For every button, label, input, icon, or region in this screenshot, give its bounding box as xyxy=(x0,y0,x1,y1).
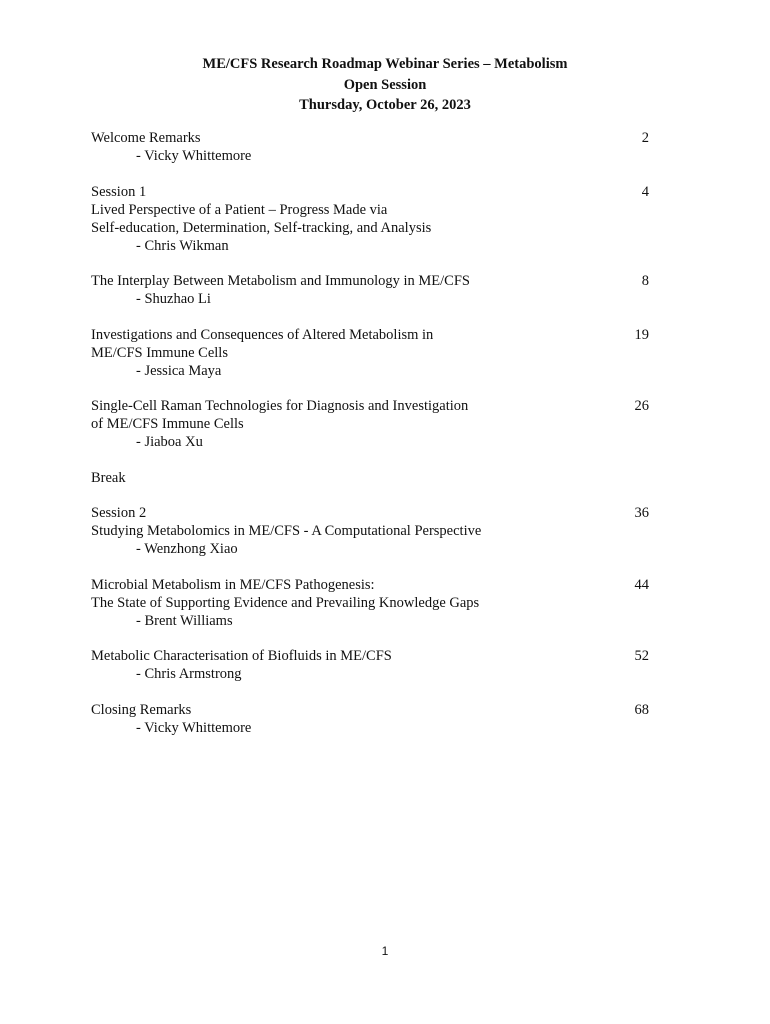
toc-entry-title-line: Studying Metabolomics in ME/CFS - A Computational Perspective xyxy=(91,523,482,539)
toc-entry-title-line: The Interplay Between Metabolism and Immunology in ME/CFS xyxy=(91,273,470,289)
toc-entry-speaker: - Chris Armstrong xyxy=(136,666,242,682)
toc-entry-title-line: Break xyxy=(91,469,126,486)
toc-entry xyxy=(91,397,651,451)
toc-entry-title-line: Microbial Metabolism in ME/CFS Pathogenesis: xyxy=(91,576,375,593)
toc-entry-page-number: 19 xyxy=(634,326,649,343)
toc-entry-title-line: ME/CFS Immune Cells xyxy=(91,344,228,361)
table-of-contents xyxy=(91,129,651,754)
toc-entry-speaker: - Jessica Maya xyxy=(136,362,222,379)
toc-entry-title-line: Welcome Remarks xyxy=(91,130,201,146)
document-title: ME/CFS Research Roadmap Webinar Series – Metabolism xyxy=(202,56,568,72)
page-number: 1 xyxy=(381,944,389,958)
toc-entry-speaker: - Chris Wikman xyxy=(136,237,229,254)
toc-entry xyxy=(91,504,651,558)
toc-entry-page-number: 68 xyxy=(634,701,649,718)
toc-entry xyxy=(91,272,651,308)
toc-entry-speaker: - Brent Williams xyxy=(136,612,233,629)
toc-entry-page-number: 52 xyxy=(634,648,649,664)
toc-entry-title-line: Lived Perspective of a Patient – Progress Made via xyxy=(91,201,388,218)
toc-entry xyxy=(91,647,651,683)
toc-entry-page-number: 8 xyxy=(641,273,649,289)
toc-entry-page-number: 36 xyxy=(634,505,649,521)
toc-entry-speaker: - Vicky Whittemore xyxy=(136,148,252,164)
toc-entry xyxy=(91,576,651,630)
toc-entry-title-line: Session 2 xyxy=(91,505,147,521)
toc-entry xyxy=(91,469,651,487)
toc-entry-title-line: Single-Cell Raman Technologies for Diagnosis and Investigation xyxy=(91,398,469,414)
toc-entry-page-number: 4 xyxy=(641,183,649,200)
toc-entry xyxy=(91,701,651,737)
toc-entry-title-line: of ME/CFS Immune Cells xyxy=(91,416,244,432)
toc-entry-title-line: Session 1 xyxy=(91,183,147,200)
document-date: Thursday, October 26, 2023 xyxy=(299,97,471,113)
toc-entry-page-number: 44 xyxy=(634,576,649,593)
toc-entry-title-line: Investigations and Consequences of Altered Metabolism in xyxy=(91,326,434,343)
toc-entry-title-line: Closing Remarks xyxy=(91,701,192,718)
toc-entry-page-number: 2 xyxy=(641,130,649,146)
document-subtitle: Open Session xyxy=(343,76,427,93)
toc-entry-title-line: Metabolic Characterisation of Biofluids in ME/CFS xyxy=(91,648,392,664)
toc-entry-speaker: - Jiaboa Xu xyxy=(136,434,203,450)
toc-entry xyxy=(91,326,651,380)
toc-entry xyxy=(91,129,651,165)
toc-entry xyxy=(91,183,651,255)
toc-entry-speaker: - Wenzhong Xiao xyxy=(136,541,238,557)
toc-entry-speaker: - Shuzhao Li xyxy=(136,291,211,307)
document-header xyxy=(0,54,770,116)
toc-entry-page-number: 26 xyxy=(634,398,649,414)
toc-entry-title-line: The State of Supporting Evidence and Prevailing Knowledge Gaps xyxy=(91,594,480,611)
toc-entry-speaker: - Vicky Whittemore xyxy=(136,719,252,736)
toc-entry-title-line: Self-education, Determination, Self-tracking, and Analysis xyxy=(91,219,432,236)
